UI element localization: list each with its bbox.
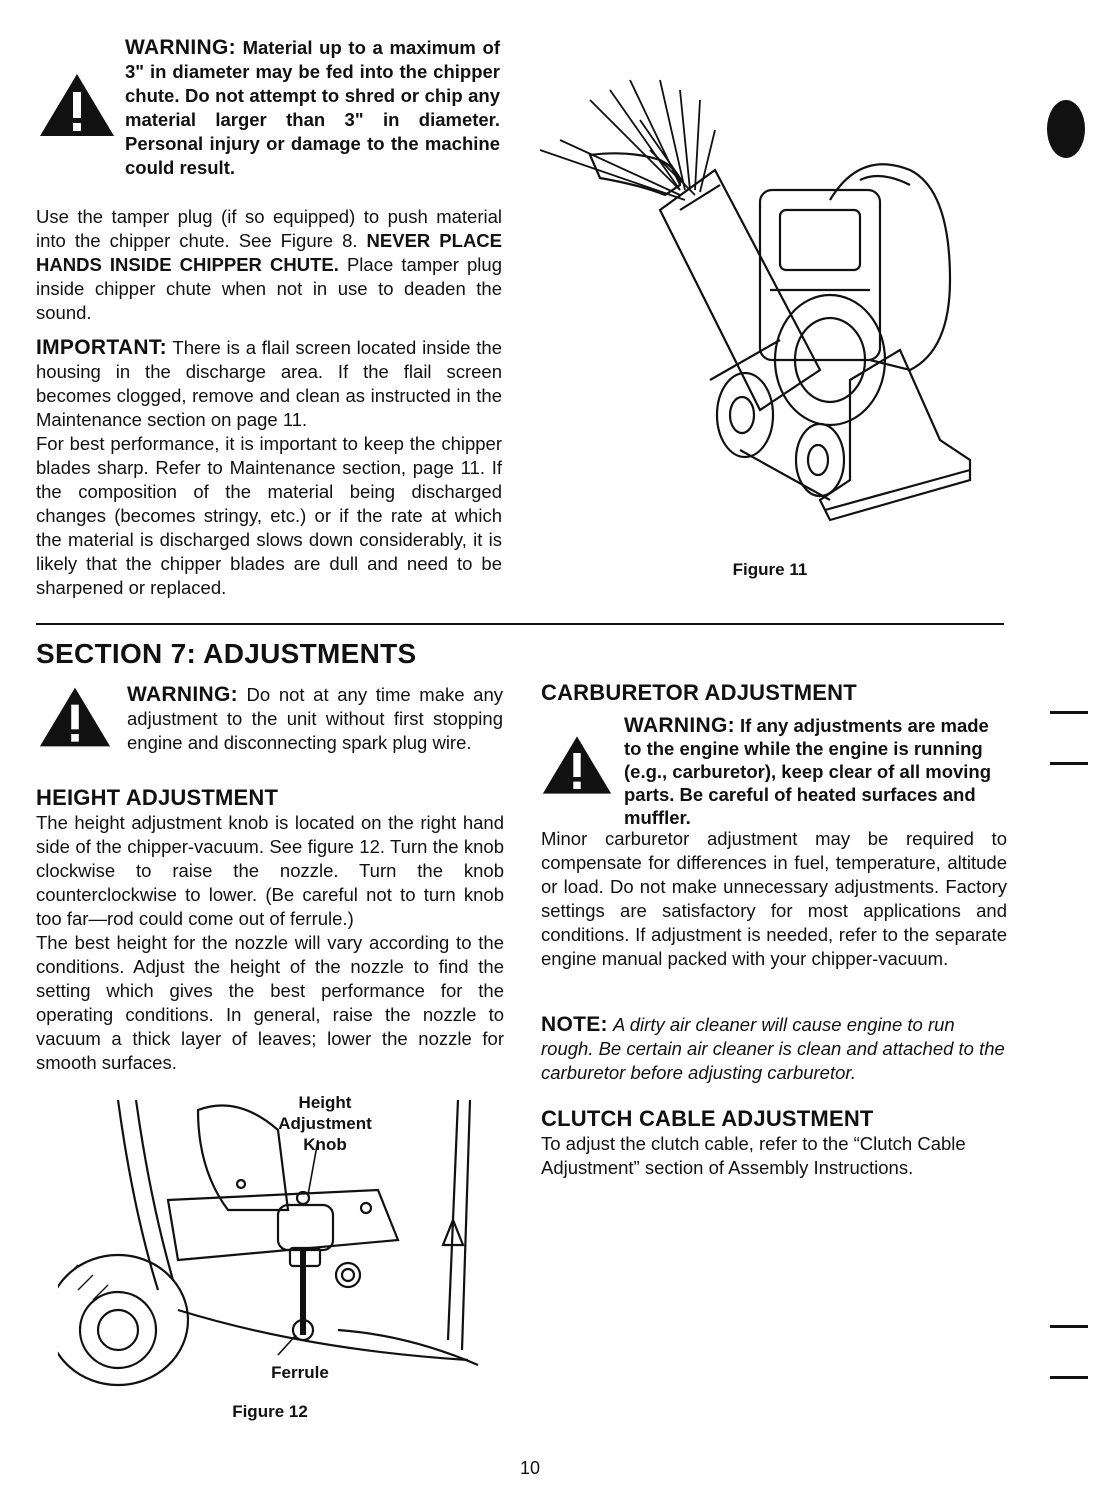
important-paragraph	[36, 336, 502, 600]
figure-11-illustration	[530, 60, 1000, 540]
warning-triangle-icon	[38, 72, 116, 138]
section-warning-text: Do not at any time make any adjustment to the unit without first stopping engine and disconnecting spark plug wire.	[127, 684, 503, 753]
clutch-paragraph: To adjust the clutch cable, refer to the “Clutch Cable Adjustment” section of Assembly Instructions.	[541, 1133, 966, 1178]
height-adjustment-heading: HEIGHT ADJUSTMENT	[36, 785, 279, 810]
page-number: 10	[519, 1458, 541, 1478]
tire-drawing	[58, 1255, 188, 1385]
tamper-paragraph	[36, 205, 502, 325]
label-knob-line-2: Adjustment	[278, 1114, 372, 1133]
margin-mark	[1050, 762, 1088, 765]
clutch-body	[541, 1132, 1007, 1180]
section-warning	[127, 683, 503, 755]
note-lead: NOTE:	[541, 1013, 608, 1036]
carburetor-warning-lead: WARNING:	[624, 714, 735, 737]
margin-mark	[1050, 711, 1088, 714]
important-text: There is a flail screen located inside the housing in the discharge area. If the flail screen becomes clogged, remove and clean as instructed in the Maintenance section on page 11.	[36, 337, 502, 430]
tamper-text-2: Place tamper plug inside chipper chute when not in use to deaden the sound.	[36, 254, 502, 323]
margin-mark	[1050, 1325, 1088, 1328]
section-title: SECTION 7: ADJUSTMENTS	[36, 638, 417, 669]
top-warning-lead: WARNING:	[125, 36, 236, 59]
height-adjustment-body	[36, 811, 504, 1075]
figure-12-caption: Figure 12	[232, 1402, 308, 1421]
note-text: A dirty air cleaner will cause engine to run rough. Be certain air cleaner is clean and attached to the carburetor before adjusting carburetor.	[541, 1014, 1005, 1083]
carburetor-warning	[624, 714, 1006, 829]
important-text-2: For best performance, it is important to keep the chipper blades sharp. Refer to Maintenance section, page 11. If the composition of the material being discharged changes (becomes stringy, etc.) or if the rate at which the material is discharged slows down considerably, it is likely that the chipper blades are dull and need to be sharpened or replaced.	[36, 433, 502, 598]
warning-triangle-icon	[541, 733, 613, 797]
knob-drawing	[278, 1205, 333, 1250]
warning-triangle-icon	[38, 684, 112, 750]
margin-mark	[1050, 1376, 1088, 1379]
top-warning	[125, 36, 500, 180]
tamper-caution: NEVER PLACE HANDS INSIDE CHIPPER CHUTE.	[36, 230, 503, 275]
note-block	[541, 1013, 1007, 1085]
tamper-text: Use the tamper plug (if so equipped) to push material into the chipper chute. See Figure 8.	[36, 206, 502, 251]
rear-wheel-drawing	[717, 373, 773, 457]
carburetor-heading: CARBURETOR ADJUSTMENT	[541, 680, 857, 705]
clutch-heading: CLUTCH CABLE ADJUSTMENT	[541, 1106, 874, 1131]
height-paragraph-2: The best height for the nozzle will vary according to the conditions. Adjust the height of the nozzle to find the setting which gives the best performance for the operating conditions. In general, raise the nozzle to vacuum a thick layer of leaves; lower the nozzle for smooth surfaces.	[36, 932, 504, 1073]
margin-bullet-mark	[1047, 100, 1085, 158]
collection-bag-drawing	[830, 164, 950, 370]
carburetor-paragraph: Minor carburetor adjustment may be required to compensate for differences in fuel, temperature, altitude or load. Do not make unnecessary adjustments. Factory settings are satisfactory for most applications and conditions. If adjustment is needed, refer to the separate engine manual packed with your chipper-vacuum.	[541, 828, 1007, 969]
nozzle-drawing	[820, 350, 970, 520]
important-lead: IMPORTANT:	[36, 336, 167, 359]
carburetor-body	[541, 827, 1007, 971]
section-warning-lead: WARNING:	[127, 683, 238, 706]
label-knob-line-1: Height	[298, 1093, 352, 1112]
label-knob-line-3: Knob	[303, 1135, 347, 1154]
branches-drawing	[540, 80, 715, 200]
top-warning-text: Material up to a maximum of 3" in diameter may be fed into the chipper chute. Do not attempt to shred or chip any material larger than 3" in diameter. Personal injury or damage to the machine could result.	[125, 37, 501, 178]
carburetor-warning-text: If any adjustments are made to the engine while the engine is running (e.g., carburetor), keep clear of all moving parts. Be careful of heated surfaces and muffler.	[624, 715, 992, 828]
label-ferrule: Ferrule	[271, 1363, 329, 1382]
section-divider	[36, 623, 1004, 625]
figure-11-caption: Figure 11	[732, 560, 808, 579]
height-paragraph-1: The height adjustment knob is located on the right hand side of the chipper-vacuum. See figure 12. Turn the knob clockwise to raise the nozzle. Turn the knob counterclockwise to lower. (Be careful not to turn knob too far—rod could come out of ferrule.)	[36, 812, 504, 929]
label-height-adjustment-knob	[265, 1092, 385, 1155]
